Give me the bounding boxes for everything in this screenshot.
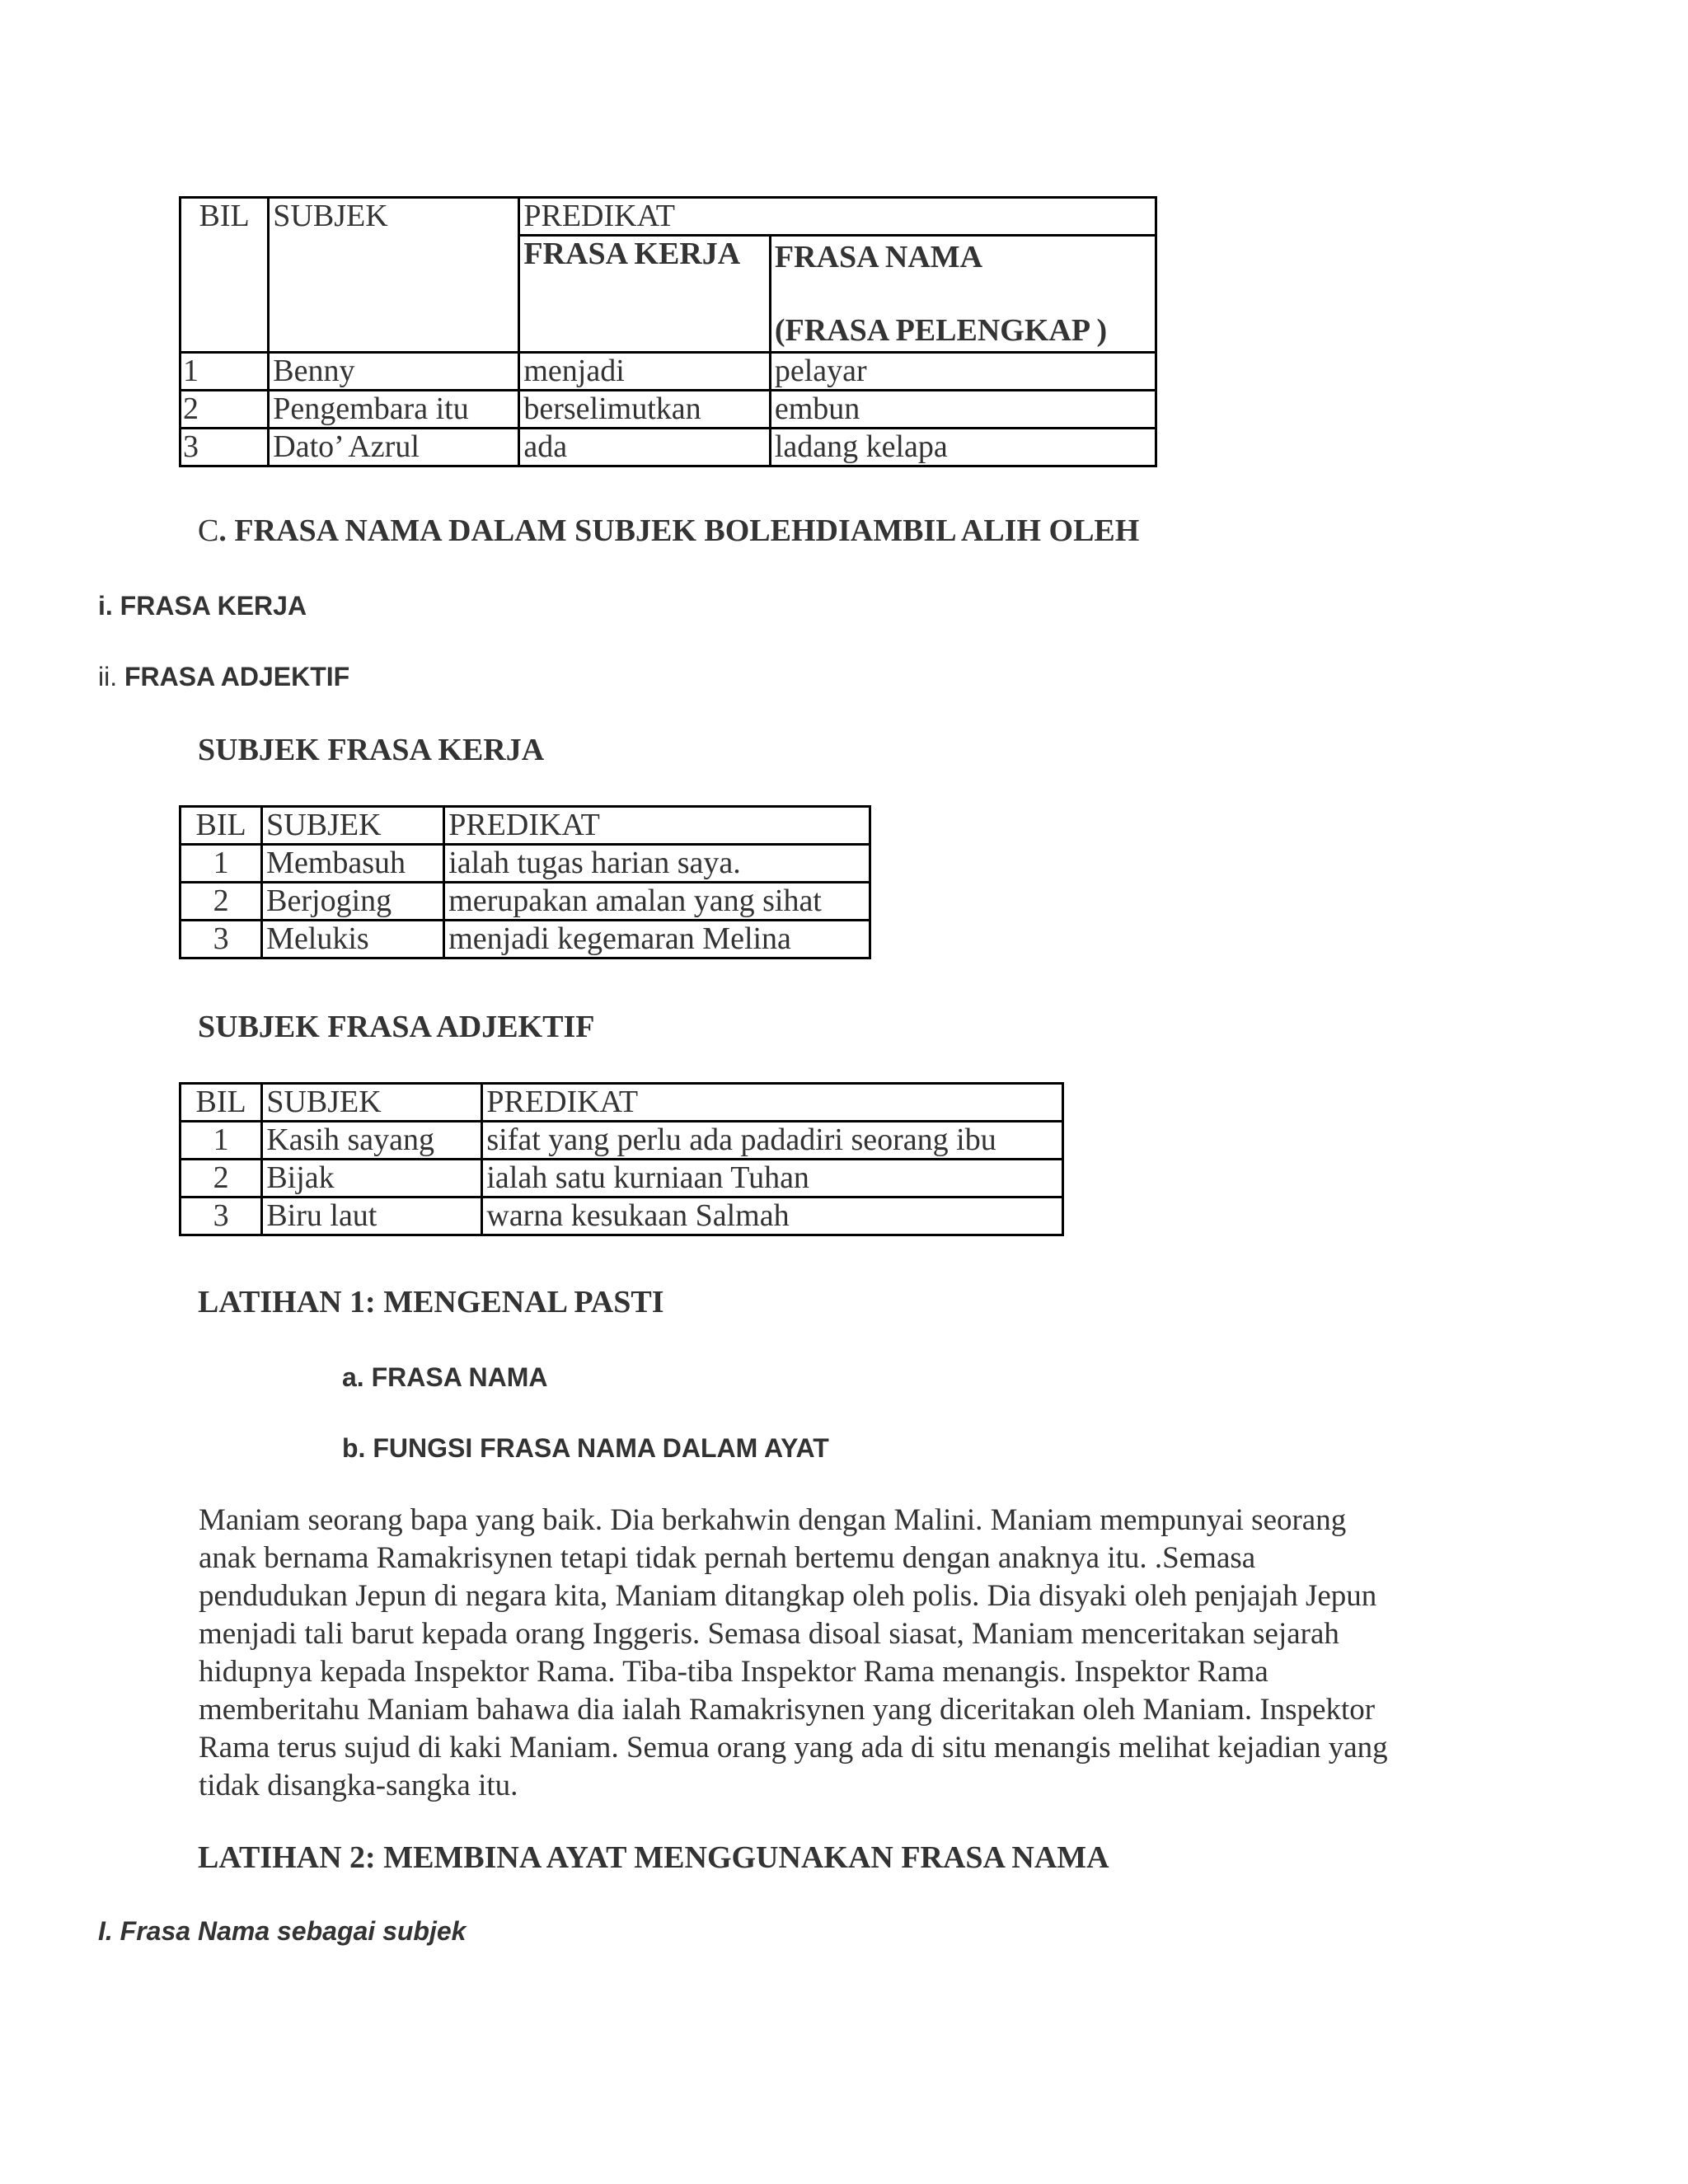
cell-bil: 1 bbox=[181, 1122, 262, 1160]
cell-predikat: merupakan amalan yang sihat bbox=[444, 883, 870, 921]
header-predikat: PREDIKAT bbox=[482, 1084, 1063, 1122]
latihan-1-heading: LATIHAN 1: MENGENAL PASTI bbox=[198, 1285, 664, 1319]
section-c-heading bbox=[198, 513, 1139, 549]
paragraph-line: anak bernama Ramakrisynen tetapi tidak pernah bertemu dengan anaknya itu. .Semasa bbox=[199, 1541, 1256, 1575]
list-text: Frasa Nama sebagai subjek bbox=[120, 1916, 467, 1946]
header-predikat: PREDIKAT bbox=[519, 198, 1156, 236]
cell-frasa-kerja: berselimutkan bbox=[519, 391, 771, 429]
list-text: FRASA NAMA bbox=[371, 1362, 548, 1392]
list-item bbox=[98, 591, 307, 621]
list-marker: ii. bbox=[98, 662, 118, 691]
header-frasa-pelengkap-label: (FRASA PELENGKAP ) bbox=[774, 313, 1108, 348]
cell-subjek: Melukis bbox=[262, 921, 444, 958]
cell-bil: 2 bbox=[181, 1160, 262, 1197]
list-marker: a. bbox=[342, 1362, 364, 1392]
table-row bbox=[181, 1197, 1063, 1235]
table-header-row bbox=[181, 198, 1156, 236]
cell-predikat: ialah tugas harian saya. bbox=[444, 845, 870, 883]
list-marker: I. bbox=[98, 1916, 113, 1946]
cell-predikat: menjadi kegemaran Melina bbox=[444, 921, 870, 958]
cell-predikat: sifat yang perlu ada padadiri seorang ibu bbox=[482, 1122, 1063, 1160]
paragraph-line: Maniam seorang bapa yang baik. Dia berkahwin dengan Malini. Maniam mempunyai seorang bbox=[199, 1503, 1347, 1537]
cell-subjek: Kasih sayang bbox=[262, 1122, 482, 1160]
table-row bbox=[181, 1160, 1063, 1197]
header-frasa-nama-label: FRASA NAMA bbox=[774, 240, 983, 274]
list-item bbox=[342, 1362, 547, 1393]
latihan-1-paragraph bbox=[199, 1502, 1517, 1805]
header-bil: BIL bbox=[181, 1084, 262, 1122]
paragraph-line: memberitahu Maniam bahawa dia ialah Ramakrisynen yang diceritakan oleh Maniam. Inspektor bbox=[199, 1693, 1376, 1727]
table-header-row bbox=[181, 807, 870, 845]
cell-frasa-nama: ladang kelapa bbox=[770, 429, 1156, 466]
header-subjek: SUBJEK bbox=[262, 1084, 482, 1122]
header-frasa-nama bbox=[770, 236, 1156, 353]
section-c-title: . FRASA NAMA DALAM SUBJEK BOLEHDIAMBIL ALIH OLEH bbox=[218, 513, 1140, 548]
table-row bbox=[181, 845, 870, 883]
cell-frasa-nama: embun bbox=[770, 391, 1156, 429]
subjek-frasa-kerja-heading: SUBJEK FRASA KERJA bbox=[198, 733, 545, 767]
header-subjek: SUBJEK bbox=[269, 198, 519, 353]
cell-frasa-nama: pelayar bbox=[770, 353, 1156, 391]
cell-subjek: Biru laut bbox=[262, 1197, 482, 1235]
list-text: FUNGSI FRASA NAMA DALAM AYAT bbox=[373, 1433, 829, 1463]
latihan-2-heading: LATIHAN 2: MEMBINA AYAT MENGGUNAKAN FRASA NAMA bbox=[198, 1840, 1109, 1875]
list-item bbox=[342, 1433, 829, 1464]
table-row bbox=[181, 921, 870, 958]
cell-subjek: Benny bbox=[269, 353, 519, 391]
cell-bil: 3 bbox=[181, 1197, 262, 1235]
subjek-frasa-adjektif-table bbox=[179, 1082, 1064, 1236]
cell-bil: 1 bbox=[181, 353, 269, 391]
cell-subjek: Dato’ Azrul bbox=[269, 429, 519, 466]
subjek-frasa-kerja-table bbox=[179, 805, 871, 959]
section-c-letter: C bbox=[198, 513, 219, 548]
subjek-frasa-adjektif-heading: SUBJEK FRASA ADJEKTIF bbox=[198, 1010, 595, 1044]
table-row bbox=[181, 1122, 1063, 1160]
paragraph-line: pendudukan Jepun di negara kita, Maniam ditangkap oleh polis. Dia disyaki oleh penjajah Jepun bbox=[199, 1579, 1377, 1613]
table-row bbox=[181, 391, 1156, 429]
header-frasa-kerja: FRASA KERJA bbox=[519, 236, 771, 353]
cell-subjek: Pengembara itu bbox=[269, 391, 519, 429]
cell-frasa-kerja: menjadi bbox=[519, 353, 771, 391]
list-text: FRASA ADJEKTIF bbox=[124, 662, 350, 691]
header-predikat: PREDIKAT bbox=[444, 807, 870, 845]
list-item bbox=[98, 1916, 466, 1947]
paragraph-line: Rama terus sujud di kaki Maniam. Semua orang yang ada di situ menangis melihat kejadian yang bbox=[199, 1731, 1388, 1765]
list-marker: i. bbox=[98, 591, 113, 621]
cell-bil: 3 bbox=[181, 921, 262, 958]
paragraph-line: menjadi tali barut kepada orang Inggeris. Semasa disoal siasat, Maniam menceritakan sejarah bbox=[199, 1617, 1339, 1651]
cell-bil: 2 bbox=[181, 883, 262, 921]
table-row bbox=[181, 883, 870, 921]
list-marker: b. bbox=[342, 1433, 366, 1463]
paragraph-line: hidupnya kepada Inspektor Rama. Tiba-tiba Inspektor Rama menangis. Inspektor Rama bbox=[199, 1655, 1268, 1689]
list-text: FRASA KERJA bbox=[120, 591, 307, 621]
table-row bbox=[181, 429, 1156, 466]
cell-bil: 2 bbox=[181, 391, 269, 429]
cell-subjek: Berjoging bbox=[262, 883, 444, 921]
header-bil: BIL bbox=[181, 198, 269, 353]
cell-subjek: Bijak bbox=[262, 1160, 482, 1197]
list-item bbox=[98, 662, 349, 692]
cell-bil: 3 bbox=[181, 429, 269, 466]
cell-frasa-kerja: ada bbox=[519, 429, 771, 466]
table-header-row bbox=[181, 1084, 1063, 1122]
cell-bil: 1 bbox=[181, 845, 262, 883]
table-row bbox=[181, 353, 1156, 391]
cell-predikat: ialah satu kurniaan Tuhan bbox=[482, 1160, 1063, 1197]
header-bil: BIL bbox=[181, 807, 262, 845]
frasa-nama-predikat-table bbox=[179, 196, 1157, 467]
header-subjek: SUBJEK bbox=[262, 807, 444, 845]
cell-subjek: Membasuh bbox=[262, 845, 444, 883]
paragraph-line: tidak disangka-sangka itu. bbox=[199, 1769, 518, 1802]
cell-predikat: warna kesukaan Salmah bbox=[482, 1197, 1063, 1235]
